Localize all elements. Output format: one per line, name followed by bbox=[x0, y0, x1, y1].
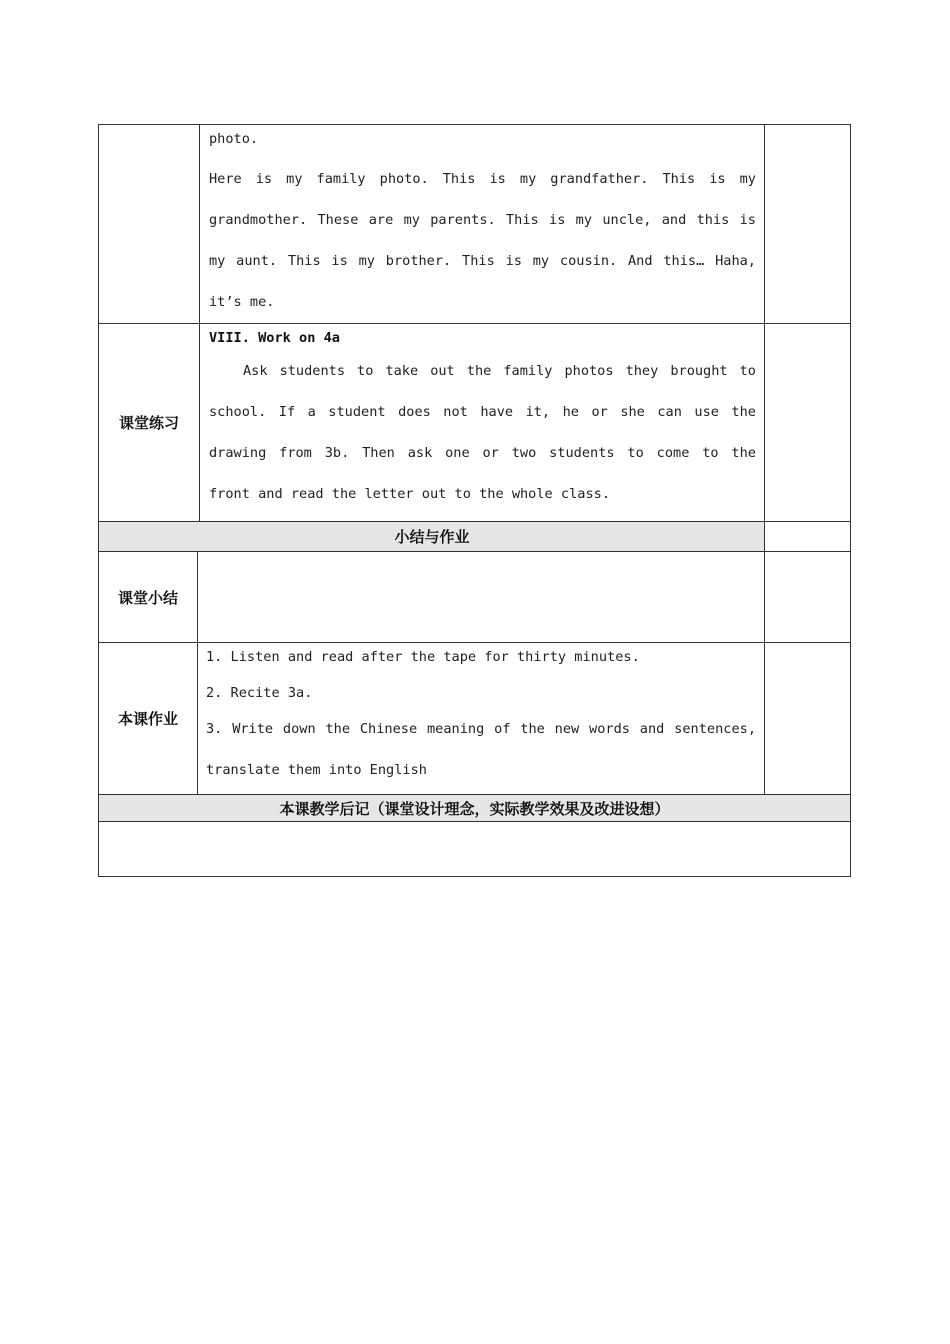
continuation-notes-cell bbox=[765, 125, 850, 323]
summary-header-cell bbox=[99, 522, 765, 551]
practice-label: 课堂练习 bbox=[99, 324, 200, 521]
text-line: front and read the letter out to the whole class. bbox=[209, 486, 611, 502]
summary-header-title: 小结与作业 bbox=[394, 528, 470, 546]
homework-row bbox=[99, 643, 850, 795]
text-line: photo. bbox=[209, 131, 259, 147]
reflection-header-title: 本课教学后记（课堂设计理念，实际教学效果及改进设想） bbox=[279, 799, 670, 818]
homework-item: 1. Listen and read after the tape for thirty minutes. bbox=[206, 649, 640, 665]
reflection-content-row bbox=[99, 822, 850, 876]
reflection-header-row bbox=[99, 795, 850, 822]
summary-label: 课堂小结 bbox=[99, 552, 198, 642]
summary-content-cell bbox=[198, 552, 765, 642]
homework-item: translate them into English bbox=[206, 762, 427, 778]
text-line: drawing from 3b. Then ask one or two students to come to the bbox=[209, 445, 756, 461]
summary-row bbox=[99, 552, 850, 643]
text-line: Ask students to take out the family photos they brought to bbox=[243, 363, 756, 379]
homework-label: 本课作业 bbox=[99, 643, 198, 794]
text-line: Here is my family photo. This is my grandfather. This is my bbox=[209, 171, 756, 187]
summary-header-notes-cell bbox=[765, 522, 850, 551]
text-line: it’s me. bbox=[209, 294, 275, 310]
text-line: grandmother. These are my parents. This is my uncle, and this is bbox=[209, 212, 756, 228]
continuation-row bbox=[99, 125, 850, 324]
homework-content-cell bbox=[198, 643, 765, 794]
lesson-plan-table bbox=[98, 124, 851, 877]
summary-header-row bbox=[99, 522, 850, 552]
continuation-content-cell bbox=[200, 125, 765, 323]
summary-notes-cell bbox=[765, 552, 850, 642]
practice-notes-cell bbox=[765, 324, 850, 521]
text-line: my aunt. This is my brother. This is my cousin. And this… Haha, bbox=[209, 253, 756, 269]
homework-item: 3. Write down the Chinese meaning of the new words and sentences, bbox=[206, 721, 756, 737]
practice-content-cell bbox=[200, 324, 765, 521]
practice-row bbox=[99, 324, 850, 522]
text-line: school. If a student does not have it, he or she can use the bbox=[209, 404, 756, 420]
homework-notes-cell bbox=[765, 643, 850, 794]
practice-heading: VIII. Work on 4a bbox=[209, 330, 340, 346]
continuation-label-cell bbox=[99, 125, 200, 323]
homework-item: 2. Recite 3a. bbox=[206, 685, 313, 701]
